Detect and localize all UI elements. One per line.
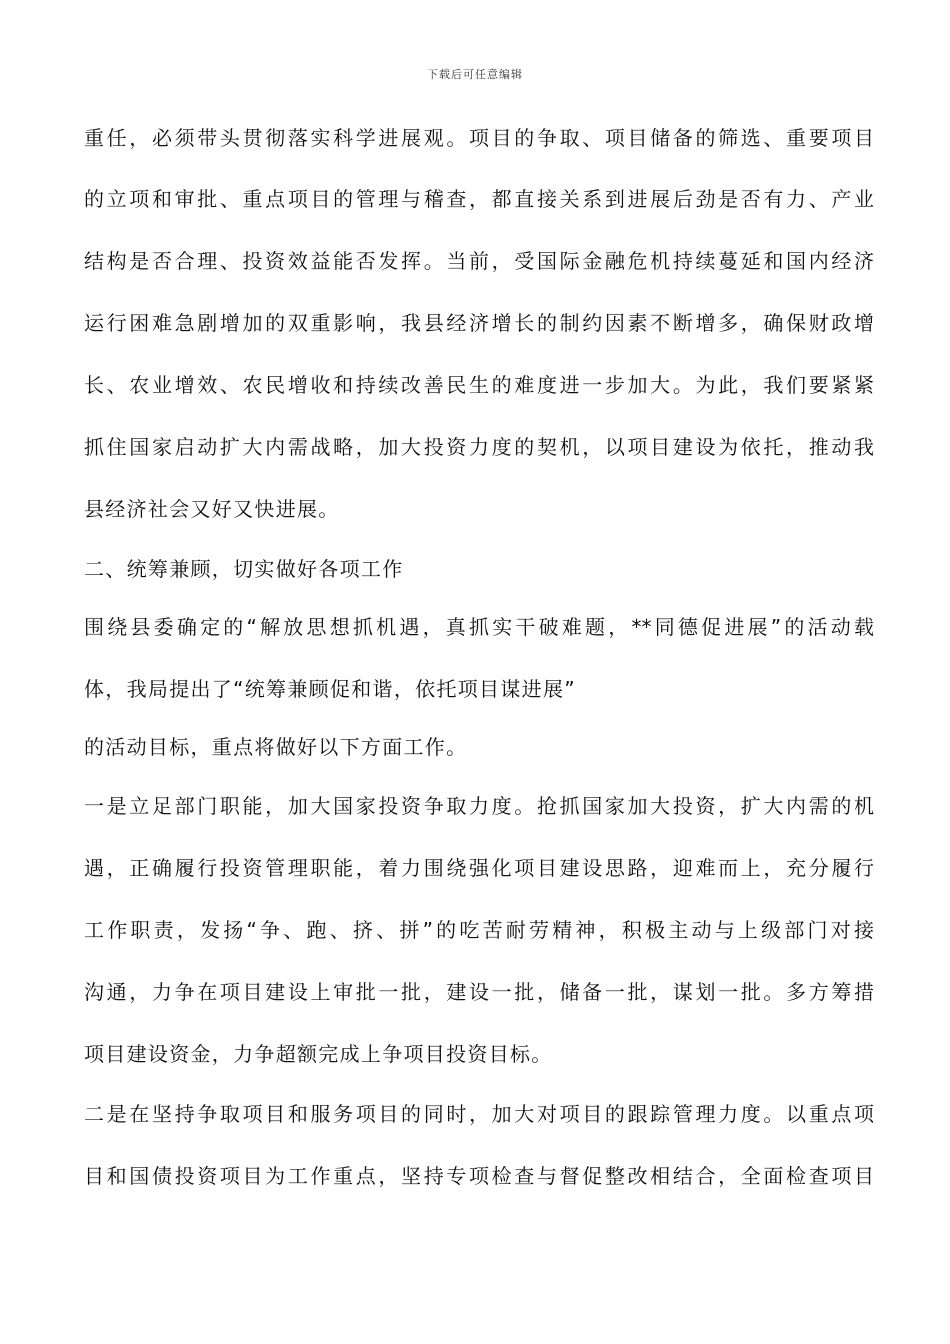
text-line: 长、农业增效、农民增收和持续改善民生的难度进一步加大。为此，我们要紧紧 xyxy=(84,373,874,397)
text-line: 抓住国家启动扩大内需战略，加大投资力度的契机，以项目建设为依托，推动我 xyxy=(84,435,874,459)
text-line: 沟通，力争在项目建设上审批一批，建设一批，储备一批，谋划一批。多方筹措 xyxy=(84,980,874,1004)
text-line: 工作职责，发扬“争、跑、挤、拼”的吃苦耐劳精神，积极主动与上级部门对接 xyxy=(84,918,874,942)
text-line: 的活动目标，重点将做好以下方面工作。 xyxy=(84,735,468,759)
section-heading: 二、统筹兼顾，切实做好各项工作 xyxy=(84,557,404,581)
text-line: 结构是否合理、投资效益能否发挥。当前，受国际金融危机持续蔓延和国内经济 xyxy=(84,249,874,273)
text-line: 重任，必须带头贯彻落实科学进展观。项目的争取、项目储备的筛选、重要项目 xyxy=(84,126,874,150)
text-line: 县经济社会又好又快进展。 xyxy=(84,497,340,521)
text-line: 项目建设资金，力争超额完成上争项目投资目标。 xyxy=(84,1042,553,1066)
text-line: 运行困难急剧增加的双重影响，我县经济增长的制约因素不断增多，确保财政增 xyxy=(84,311,874,335)
text-line: 一是立足部门职能，加大国家投资争取力度。抢抓国家加大投资，扩大内需的机 xyxy=(84,794,874,818)
text-line: 的立项和审批、重点项目的管理与稽查，都直接关系到进展后劲是否有力、产业 xyxy=(84,187,874,211)
text-line: 目和国债投资项目为工作重点，坚持专项检查与督促整改相结合，全面检查项目 xyxy=(84,1164,874,1188)
text-line: 二是在坚持争取项目和服务项目的同时，加大对项目的跟踪管理力度。以重点项 xyxy=(84,1102,874,1126)
text-line: 体，我局提出了“统筹兼顾促和谐，依托项目谋进展” xyxy=(84,677,576,701)
page-header: 下载后可任意编辑 xyxy=(427,68,523,81)
text-line: 围绕县委确定的“解放思想抓机遇，真抓实干破难题，**同德促进展”的活动载 xyxy=(84,615,874,639)
text-line: 遇，正确履行投资管理职能，着力围绕强化项目建设思路，迎难而上，充分履行 xyxy=(84,856,874,880)
